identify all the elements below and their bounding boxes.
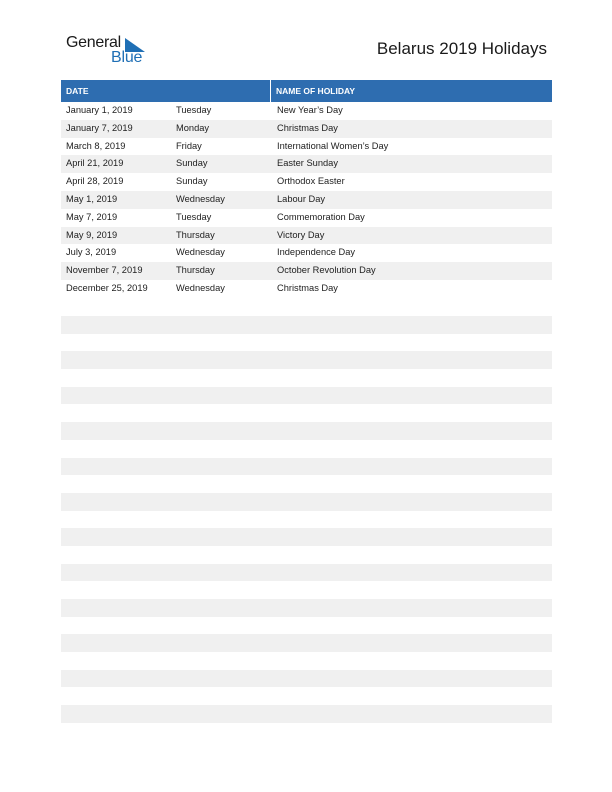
holiday-weekday: Friday bbox=[176, 140, 202, 151]
table-row bbox=[61, 280, 552, 298]
holiday-date: January 7, 2019 bbox=[66, 122, 133, 133]
holiday-date: December 25, 2019 bbox=[66, 282, 148, 293]
holiday-weekday: Tuesday bbox=[176, 211, 212, 222]
holiday-weekday: Wednesday bbox=[176, 193, 225, 204]
holiday-weekday: Wednesday bbox=[176, 247, 225, 258]
holiday-date: November 7, 2019 bbox=[66, 265, 143, 276]
holiday-weekday: Thursday bbox=[176, 229, 215, 240]
empty-row bbox=[61, 634, 552, 652]
holiday-weekday: Wednesday bbox=[176, 282, 225, 293]
empty-row bbox=[61, 670, 552, 688]
page-title: Belarus 2019 Holidays bbox=[376, 39, 547, 58]
empty-row bbox=[61, 564, 552, 582]
empty-row bbox=[61, 546, 552, 564]
table-row bbox=[61, 173, 552, 191]
empty-row bbox=[61, 511, 552, 529]
holiday-table bbox=[61, 80, 552, 298]
generalblue-logo bbox=[66, 34, 156, 68]
holiday-name: New Year’s Day bbox=[277, 105, 343, 115]
holiday-weekday: Thursday bbox=[176, 265, 215, 276]
empty-row bbox=[61, 387, 552, 405]
holiday-date: May 7, 2019 bbox=[66, 211, 118, 222]
holiday-name: Independence Day bbox=[277, 247, 356, 258]
table-row bbox=[61, 209, 552, 227]
holiday-name: October Revolution Day bbox=[277, 265, 376, 276]
table-row bbox=[61, 155, 552, 173]
holiday-name: International Women’s Day bbox=[277, 140, 389, 151]
table-header bbox=[61, 80, 552, 102]
holiday-weekday: Sunday bbox=[176, 158, 208, 169]
holiday-name: Commemoration Day bbox=[277, 211, 365, 222]
table-row bbox=[61, 262, 552, 280]
table-row bbox=[61, 102, 552, 120]
holiday-name: Easter Sunday bbox=[277, 158, 338, 169]
empty-row bbox=[61, 687, 552, 705]
empty-row bbox=[61, 528, 552, 546]
table-row bbox=[61, 191, 552, 209]
holiday-weekday: Tuesday bbox=[176, 105, 212, 115]
empty-row bbox=[61, 493, 552, 511]
empty-row bbox=[61, 351, 552, 369]
holiday-name: Labour Day bbox=[277, 193, 326, 204]
holiday-name: Victory Day bbox=[277, 229, 325, 240]
holiday-name: Christmas Day bbox=[277, 282, 338, 293]
empty-row bbox=[61, 369, 552, 387]
holiday-date: April 21, 2019 bbox=[66, 158, 124, 169]
empty-row bbox=[61, 316, 552, 334]
holiday-name: Orthodox Easter bbox=[277, 176, 345, 187]
table-row bbox=[61, 138, 552, 156]
empty-row bbox=[61, 334, 552, 352]
empty-row bbox=[61, 617, 552, 635]
empty-row bbox=[61, 458, 552, 476]
holiday-weekday: Monday bbox=[176, 122, 210, 133]
empty-row bbox=[61, 475, 552, 493]
empty-rows bbox=[61, 316, 552, 723]
holiday-date: July 3, 2019 bbox=[66, 247, 117, 258]
table-row bbox=[61, 120, 552, 138]
column-header-date: DATE bbox=[61, 80, 271, 102]
table-row bbox=[61, 227, 552, 245]
empty-row bbox=[61, 599, 552, 617]
empty-row bbox=[61, 404, 552, 422]
empty-row bbox=[61, 440, 552, 458]
empty-row bbox=[61, 652, 552, 670]
holiday-date: March 8, 2019 bbox=[66, 140, 126, 151]
empty-row bbox=[61, 581, 552, 599]
holiday-date: May 1, 2019 bbox=[66, 193, 118, 204]
holiday-name: Christmas Day bbox=[277, 122, 338, 133]
holiday-weekday: Sunday bbox=[176, 176, 208, 187]
holiday-date: January 1, 2019 bbox=[66, 105, 133, 115]
empty-row bbox=[61, 705, 552, 723]
logo-text-general: General bbox=[66, 34, 121, 51]
holiday-date: May 9, 2019 bbox=[66, 229, 118, 240]
table-body bbox=[61, 102, 552, 298]
column-header-holiday: NAME OF HOLIDAY bbox=[276, 86, 356, 96]
logo-text-blue: Blue bbox=[111, 49, 143, 66]
table-row bbox=[61, 244, 552, 262]
holiday-date: April 28, 2019 bbox=[66, 176, 124, 187]
empty-row bbox=[61, 422, 552, 440]
